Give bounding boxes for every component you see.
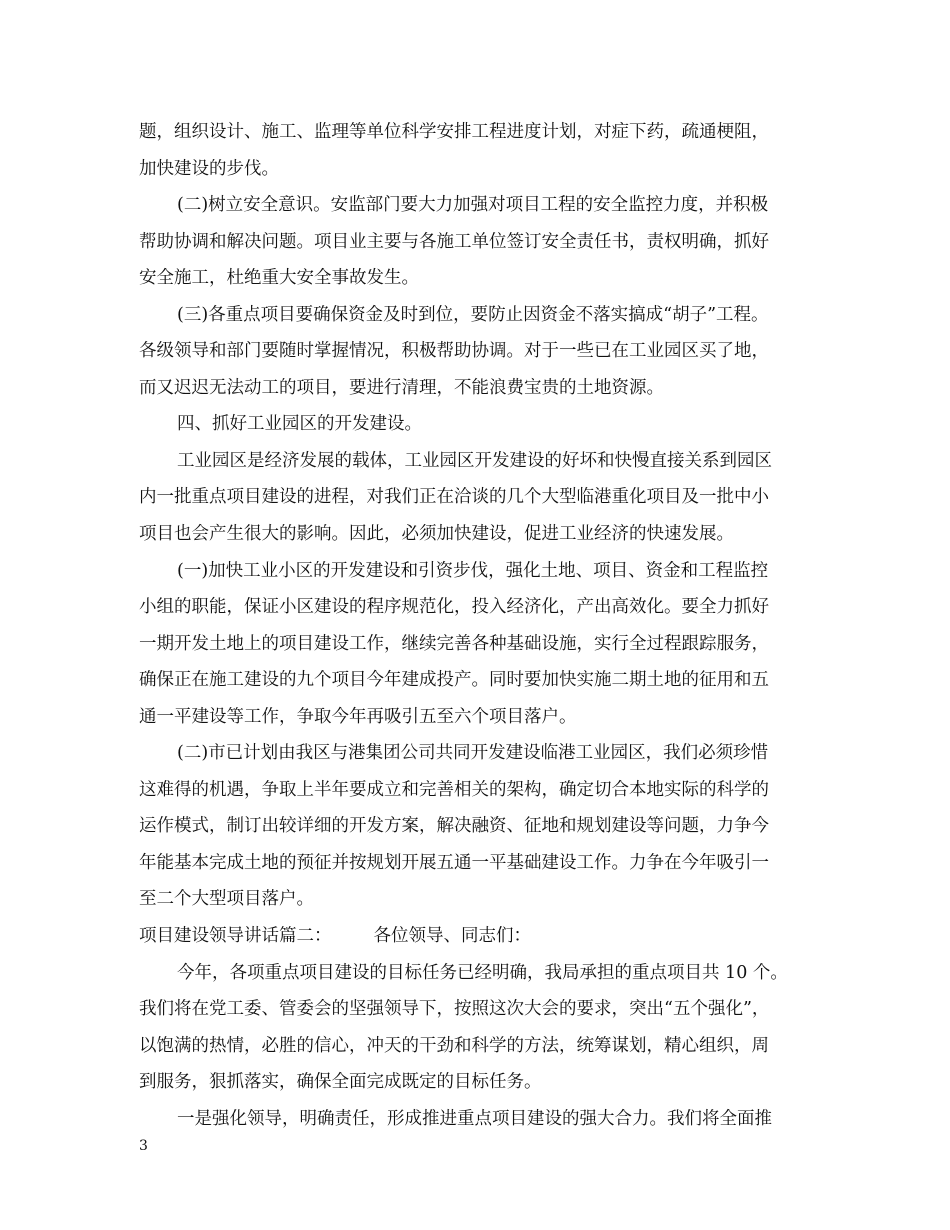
text-line: 安全施工，杜绝重大安全事故发生。 [139,268,419,289]
paragraph-heading-funding: (三)各重点项目要确保资金及时到位，要防止因资金不落实搞成“胡子”工程。 [177,304,769,325]
text-line: 通一平建设等工作，争取今年再吸引五至六个项目落户。 [139,706,577,727]
text-line: 而又迟迟无法动工的项目，要进行清理，不能浪费宝贵的土地资源。 [139,377,664,398]
paragraph-start: 一是强化领导，明确责任，形成推进重点项目建设的强大合力。我们将全面推 [177,1108,772,1129]
text-line: 年能基本完成土地的预征并按规划开展五通一平基础建设工作。力争在今年吸引一 [139,852,769,873]
text-line: 项目也会产生很大的影响。因此，必须加快建设，促进工业经济的快速发展。 [139,524,734,545]
paragraph-start: 工业园区是经济发展的载体，工业园区开发建设的好坏和快慢直接关系到园区 [177,450,772,471]
text-line: 小组的职能，保证小区建设的程序规范化，投入经济化，产出高效化。要全力抓好 [139,597,769,618]
paragraph-start: 今年，各项重点项目建设的目标任务已经明确，我局承担的重点项目共 10 个。 [177,962,788,983]
paragraph-heading-industrial-zone: (一)加快工业小区的开发建设和引资步伐，强化土地、项目、资金和工程监控 [177,560,769,581]
text-line: 运作模式，制订出较详细的开发方案，解决融资、征地和规划建设等问题，力争今 [139,816,769,837]
section-heading-industrial-park: 四、抓好工业园区的开发建设。 [177,414,422,435]
text-line: 以饱满的热情，必胜的信心，冲天的干劲和科学的方法，统筹谋划，精心组织，周 [139,1035,769,1056]
text-line: 题，组织设计、施工、监理等单位科学安排工程进度计划，对症下药，疏通梗阻， [139,122,769,142]
text-line: 帮助协调和解决问题。项目业主要与各施工单位签订安全责任书，责权明确，抓好 [139,231,769,252]
text-line: 内一批重点项目建设的进程，对我们正在洽谈的几个大型临港重化项目及一批中小 [139,487,769,508]
text-line: 确保正在施工建设的九个项目今年建成投产。同时要加快实施二期土地的征用和五 [139,670,769,691]
page-number: 3 [139,1138,148,1154]
text-line: 我们将在党工委、管委会的坚强领导下，按照这次大会的要求，突出“五个强化”， [139,999,770,1020]
paragraph-heading-port-park: (二)市已计划由我区与港集团公司共同开发建设临港工业园区，我们必须珍惜 [177,743,769,764]
text-line: 一期开发土地上的项目建设工作，继续完善各种基础设施，实行全过程跟踪服务， [139,633,769,654]
speech-title-line [139,918,829,955]
speech-salutation: 各位领导、同志们： [373,926,531,947]
text-line: 这难得的机遇，争取上半年要成立和完善相关的架构，确定切合本地实际的科学的 [139,779,769,800]
text-line: 至二个大型项目落户。 [139,889,314,910]
speech-title: 项目建设领导讲话篇二： [139,926,332,947]
text-line: 到服务，狠抓落实，确保全面完成既定的目标任务。 [139,1072,542,1093]
document-body [139,114,829,1137]
text-line: 各级领导和部门要随时掌握情况，积极帮助协调。对于一些已在工业园区买了地， [139,341,769,362]
text-line: 加快建设的步伐。 [139,158,279,179]
paragraph-heading-safety: (二)树立安全意识。安监部门要大力加强对项目工程的安全监控力度，并积极 [177,195,769,216]
